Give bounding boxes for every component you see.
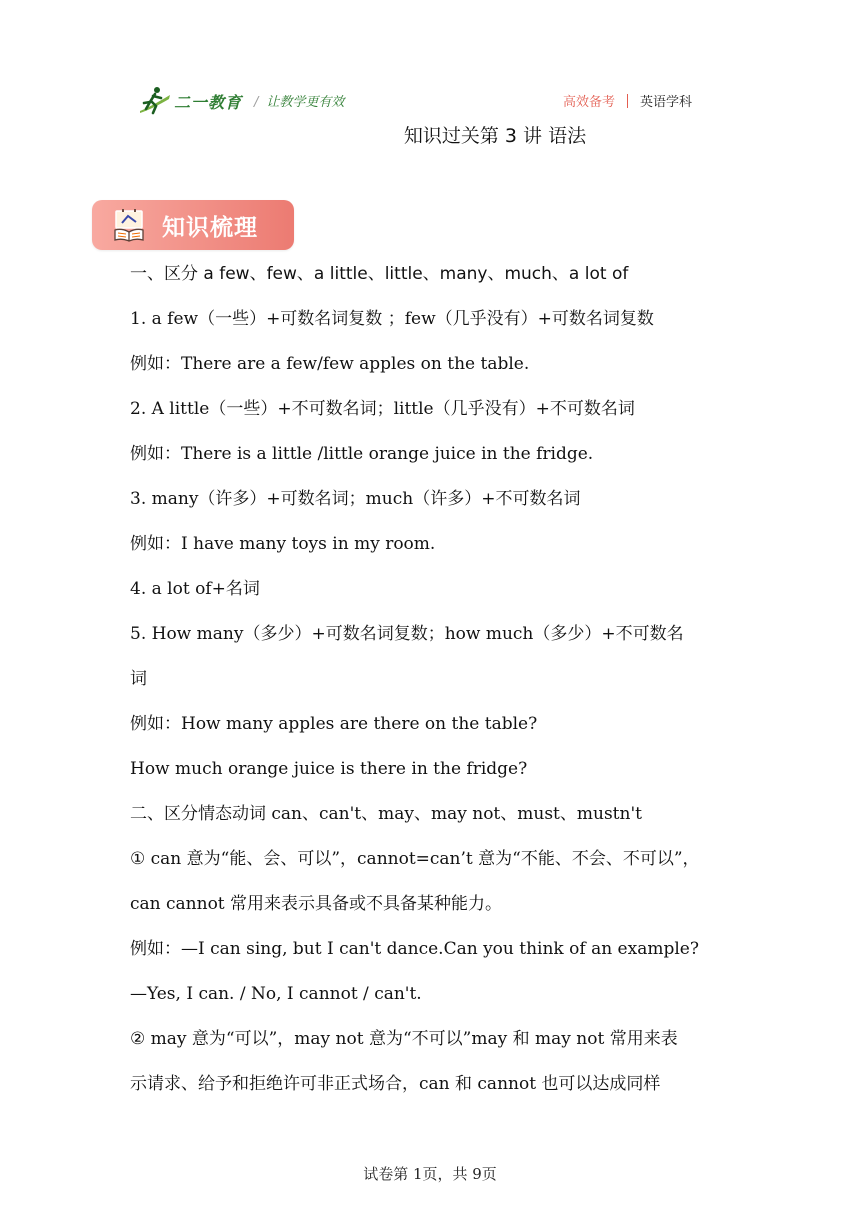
text-line: 2. A little（一些）+不可数名词；little（几乎没有）+不可数名词 xyxy=(130,399,635,419)
text-line: 例如：There are a few/few apples on the table. xyxy=(130,354,530,374)
text-line: 1. a few（一些）+可数名词复数 ；few（几乎没有）+可数名词复数 xyxy=(130,309,654,329)
section-banner xyxy=(92,200,294,250)
page-footer: 试卷第 1页，共 9页 xyxy=(363,1165,497,1183)
slogan-text: 让教学更有效 xyxy=(266,95,345,110)
text-line: 例如：I have many toys in my room. xyxy=(130,534,436,554)
running-man-icon xyxy=(136,85,172,117)
header-tags xyxy=(563,91,692,110)
text-line: 4. a lot of+名词 xyxy=(130,579,260,599)
page-header xyxy=(0,0,860,147)
text-line: —Yes, I can. / No, I cannot / can't. xyxy=(130,984,422,1004)
text-line: ① can 意为“能、会、可以”，cannot=can’t 意为“不能、不会、不可以”， xyxy=(130,849,700,869)
text-line: 例如：There is a little /little orange juice in the fridge. xyxy=(130,444,594,464)
text-line: ② may 意为“可以”，may not 意为“不可以”may 和 may not 常用来表 xyxy=(130,1029,678,1049)
text-line: can cannot 常用来表示具备或不具备某种能力。 xyxy=(130,894,503,914)
text-line: 示请求、给予和拒绝许可非正式场合，can 和 cannot 也可以达成同样 xyxy=(130,1074,661,1094)
brand-logo xyxy=(136,84,242,118)
brand-name: 二一教育 xyxy=(174,92,243,112)
slogan xyxy=(254,91,344,110)
subject-tag: 英语学科 xyxy=(640,95,693,110)
document-title: 知识过关第 3 讲 语法 xyxy=(403,125,587,147)
slogan-divider: / xyxy=(254,95,259,110)
text-line: 5. How many（多少）+可数名词复数；how much（多少）+不可数名 xyxy=(130,624,684,644)
text-line: 词 xyxy=(130,669,147,689)
exam-tag: 高效备考 xyxy=(563,95,616,110)
section-title: 知识梳理 xyxy=(162,214,258,241)
text-line: 二、区分情态动词 can、can't、may、may not、must、mustn't xyxy=(130,804,642,824)
tag-divider xyxy=(627,94,628,108)
text-line: How much orange juice is there in the fridge? xyxy=(130,759,528,779)
text-line: 例如：How many apples are there on the table? xyxy=(130,714,538,734)
text-line: 一、区分 a few、few、a little、little、many、much、a lot of xyxy=(130,264,629,284)
document-body xyxy=(130,252,740,1107)
book-easel-icon xyxy=(112,208,146,242)
text-line: 3. many（许多）+可数名词；much（许多）+不可数名词 xyxy=(130,489,581,509)
text-line: 例如：—I can sing, but I can't dance.Can you think of an example? xyxy=(130,939,699,959)
